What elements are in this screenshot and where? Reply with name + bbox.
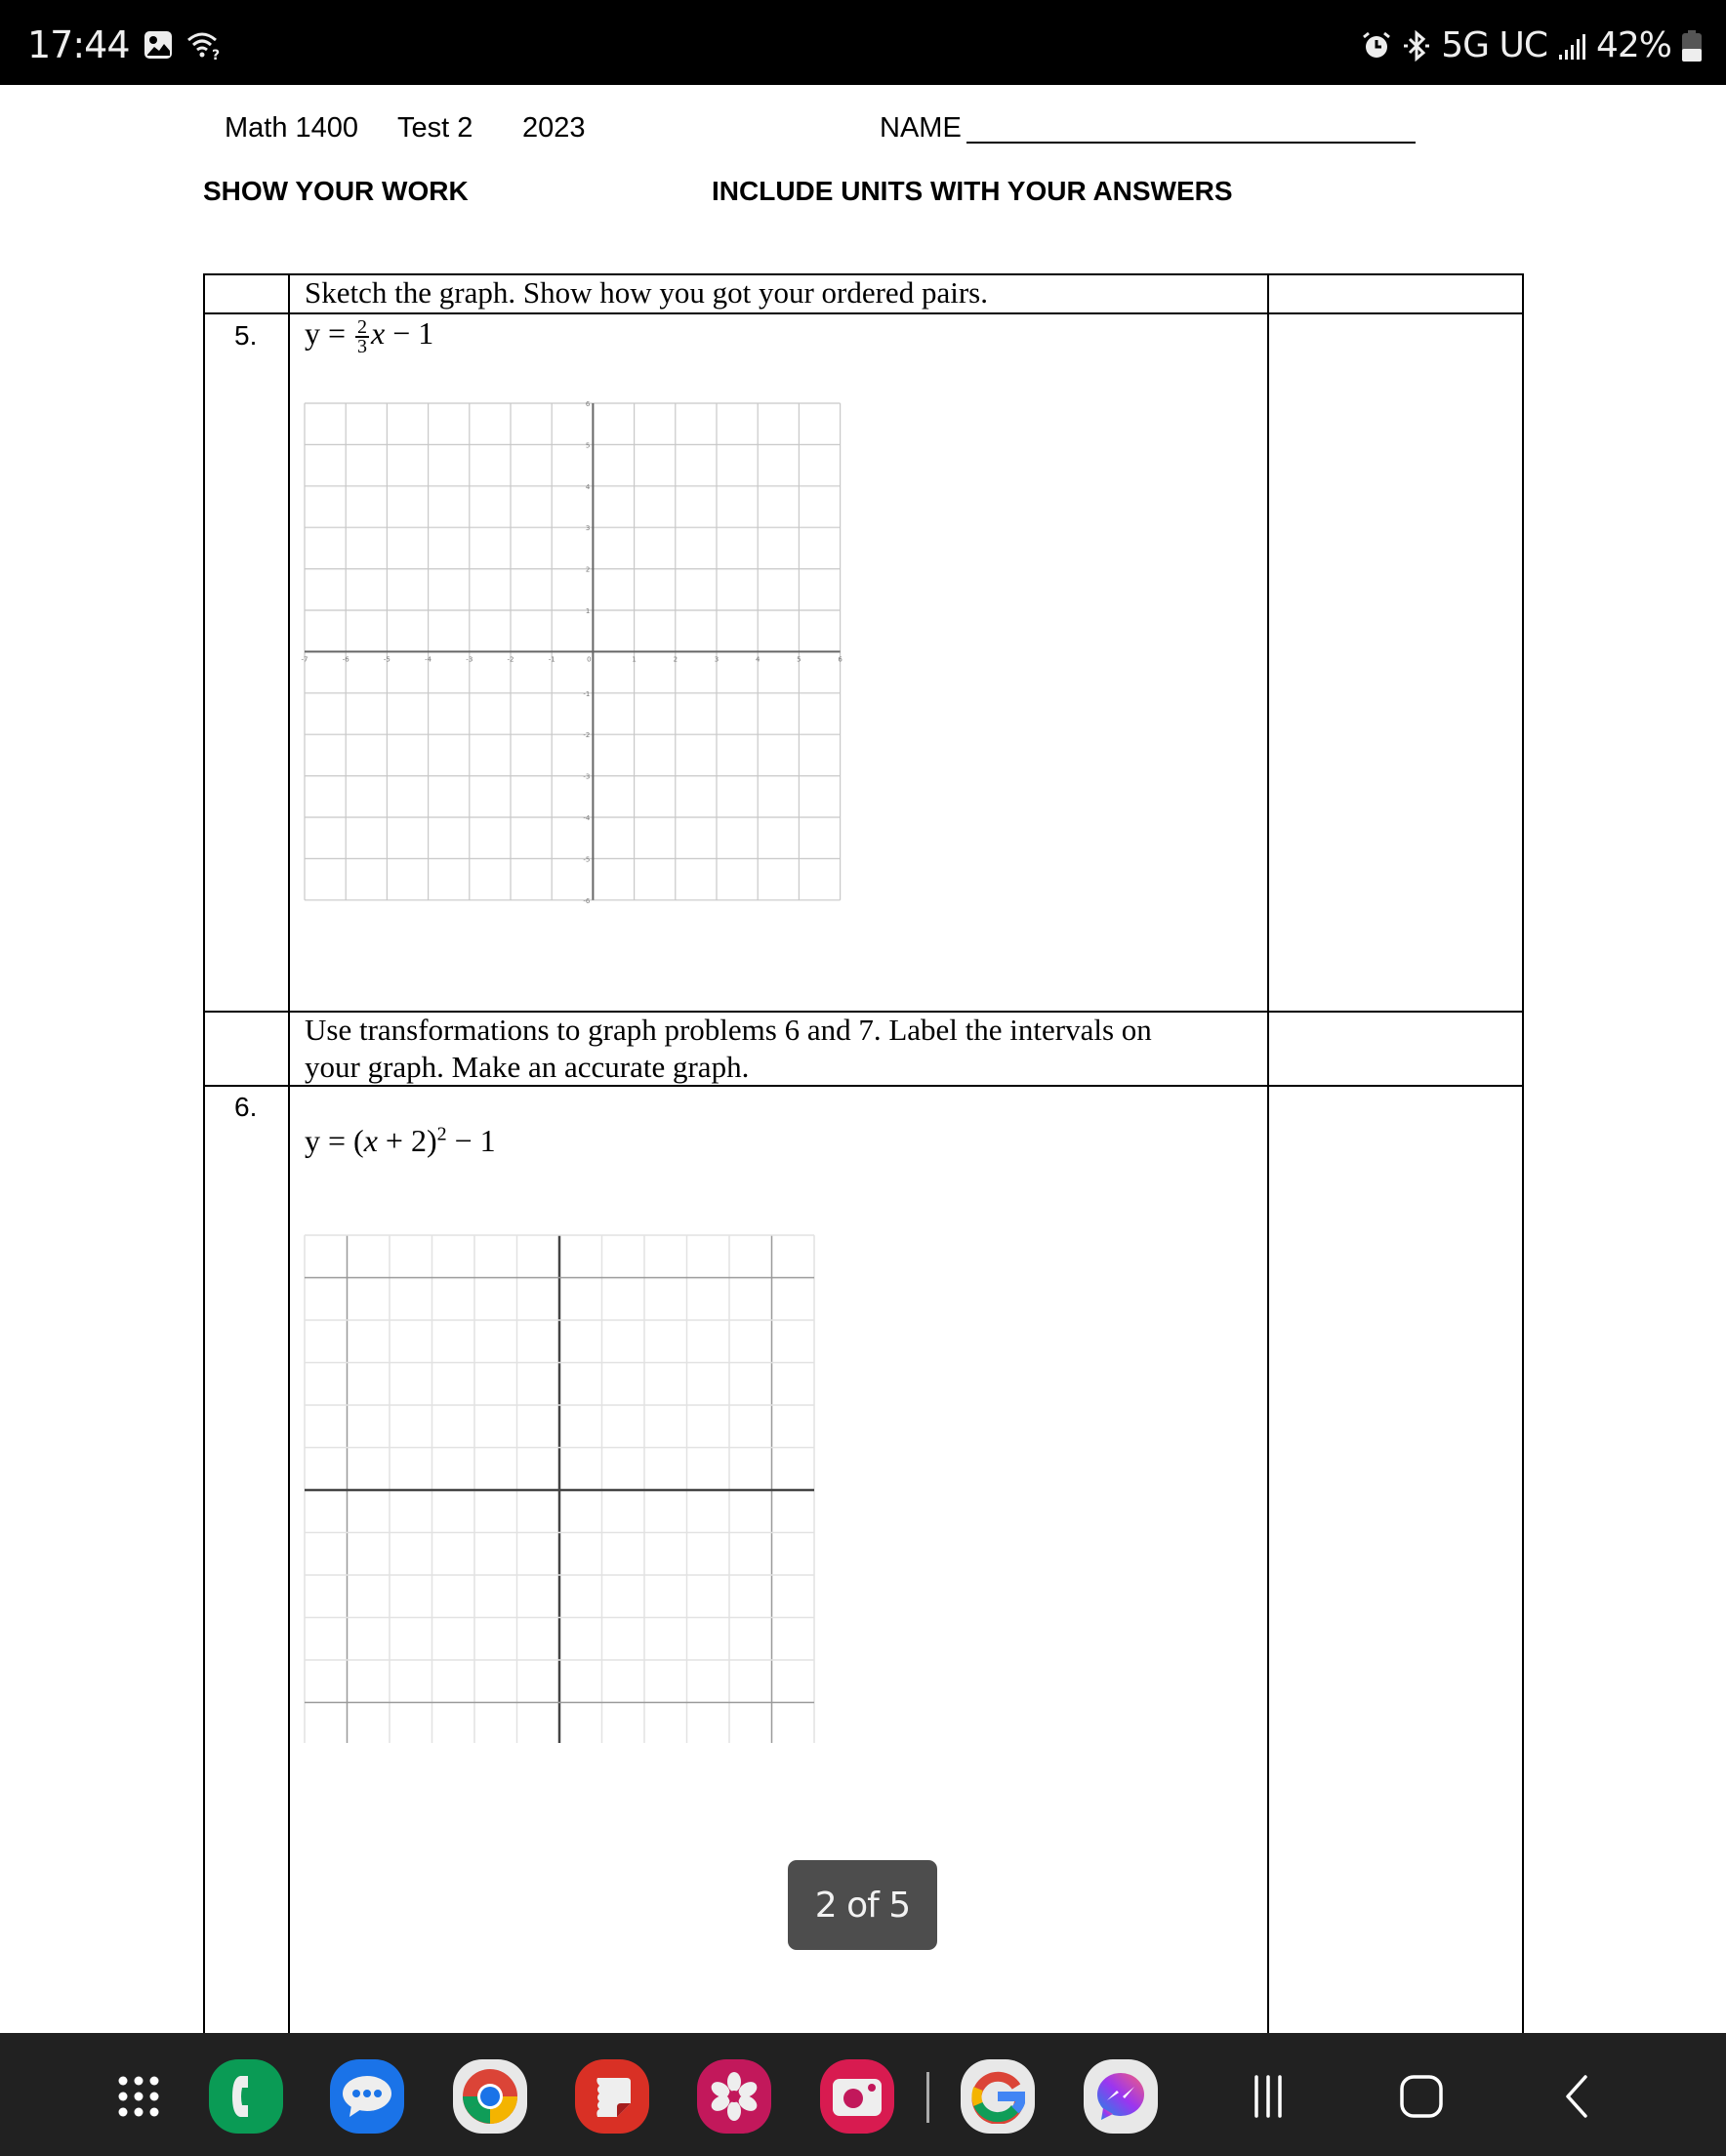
taskbar (0, 2033, 1726, 2156)
recents-button[interactable] (1234, 2062, 1302, 2131)
svg-text:-7: -7 (301, 655, 308, 664)
status-time: 17:44 (27, 23, 130, 66)
svg-text:5: 5 (585, 441, 591, 450)
svg-text:4: 4 (585, 482, 591, 491)
fraction: $\frac{2}{3}$ (357, 315, 368, 357)
section-6-instruction-line2: your graph. Make an accurate graph. (305, 1050, 750, 1084)
phone-app-icon[interactable] (209, 2059, 283, 2134)
svg-text:-1: -1 (583, 689, 591, 698)
gallery-notification-icon (144, 29, 173, 61)
svg-text:3: 3 (585, 524, 591, 533)
status-bar (0, 0, 1726, 85)
svg-text:-1: -1 (548, 655, 555, 664)
graph-6-coordinate-grid[interactable] (299, 1229, 822, 1747)
svg-text:1: 1 (585, 607, 591, 615)
signal-bars-icon (1557, 31, 1586, 61)
section-5-instruction: Sketch the graph. Show how you got your ordered pairs. (305, 275, 988, 310)
svg-text:2: 2 (585, 565, 591, 574)
name-blank-line[interactable] (966, 142, 1416, 144)
problem-number-5: 5. (234, 320, 258, 351)
svg-text:6: 6 (585, 400, 591, 408)
back-button[interactable] (1542, 2062, 1611, 2131)
svg-text:-6: -6 (342, 655, 349, 664)
messenger-app-icon[interactable] (1084, 2059, 1158, 2134)
svg-text:-2: -2 (583, 731, 591, 740)
name-label: NAME (880, 112, 962, 144)
svg-text:-6: -6 (583, 896, 591, 905)
show-work-instruction: SHOW YOUR WORK (203, 176, 469, 206)
svg-text:-3: -3 (466, 655, 473, 664)
test-label: Test 2 (397, 112, 473, 144)
units-instruction: INCLUDE UNITS WITH YOUR ANSWERS (712, 176, 1233, 206)
equation-6: $y = (x + 2)^2 - 1$ (305, 1123, 496, 1158)
dock-divider (926, 2072, 929, 2123)
svg-text:-4: -4 (425, 655, 432, 664)
table-col-divider (1267, 273, 1269, 2033)
alarm-icon (1361, 30, 1392, 62)
apps-grid-icon[interactable] (104, 2062, 173, 2131)
table-row-divider (203, 312, 1524, 314)
battery-percent: 42% (1595, 25, 1671, 65)
equation-5: y = $\frac{2}{3}$ x − 1 (305, 315, 434, 357)
section-6-instruction-line1: Use transformations to graph problems 6 and 7. Label the intervals on (305, 1013, 1152, 1047)
table-border-left (203, 273, 205, 2033)
svg-text:-3: -3 (583, 772, 591, 781)
notes-app-icon[interactable] (575, 2059, 649, 2134)
blossom-app-icon[interactable] (697, 2059, 771, 2134)
chrome-app-icon[interactable] (453, 2059, 527, 2134)
svg-text:-4: -4 (583, 814, 591, 822)
table-row-divider (203, 1085, 1524, 1087)
home-button[interactable] (1387, 2062, 1456, 2131)
svg-text:1: 1 (632, 655, 637, 664)
wifi-question-icon (186, 29, 222, 61)
year-label: 2023 (522, 112, 586, 144)
document-page (0, 85, 1726, 2033)
svg-text:?: ? (211, 48, 220, 61)
course-label: Math 1400 (225, 112, 359, 144)
svg-text:0: 0 (587, 655, 592, 664)
google-app-icon[interactable] (961, 2059, 1035, 2134)
svg-text:4: 4 (755, 655, 760, 664)
table-col-divider (288, 273, 290, 2033)
messages-app-icon[interactable] (330, 2059, 404, 2134)
svg-text:2: 2 (673, 655, 678, 664)
svg-text:-5: -5 (583, 855, 591, 864)
table-border-right (1522, 273, 1524, 2033)
problem-number-6: 6. (234, 1092, 258, 1122)
svg-text:6: 6 (838, 655, 842, 664)
svg-text:5: 5 (797, 655, 801, 664)
bluetooth-icon (1402, 30, 1431, 62)
svg-text:-2: -2 (507, 655, 514, 664)
camera-app-icon[interactable] (820, 2059, 894, 2134)
svg-text:-5: -5 (383, 655, 390, 664)
page-indicator-toast: 2 of 5 (788, 1860, 937, 1950)
battery-icon (1681, 29, 1703, 62)
graph-5-coordinate-grid[interactable] (299, 397, 851, 905)
network-type: 5G UC (1441, 25, 1547, 65)
svg-text:3: 3 (714, 655, 719, 664)
